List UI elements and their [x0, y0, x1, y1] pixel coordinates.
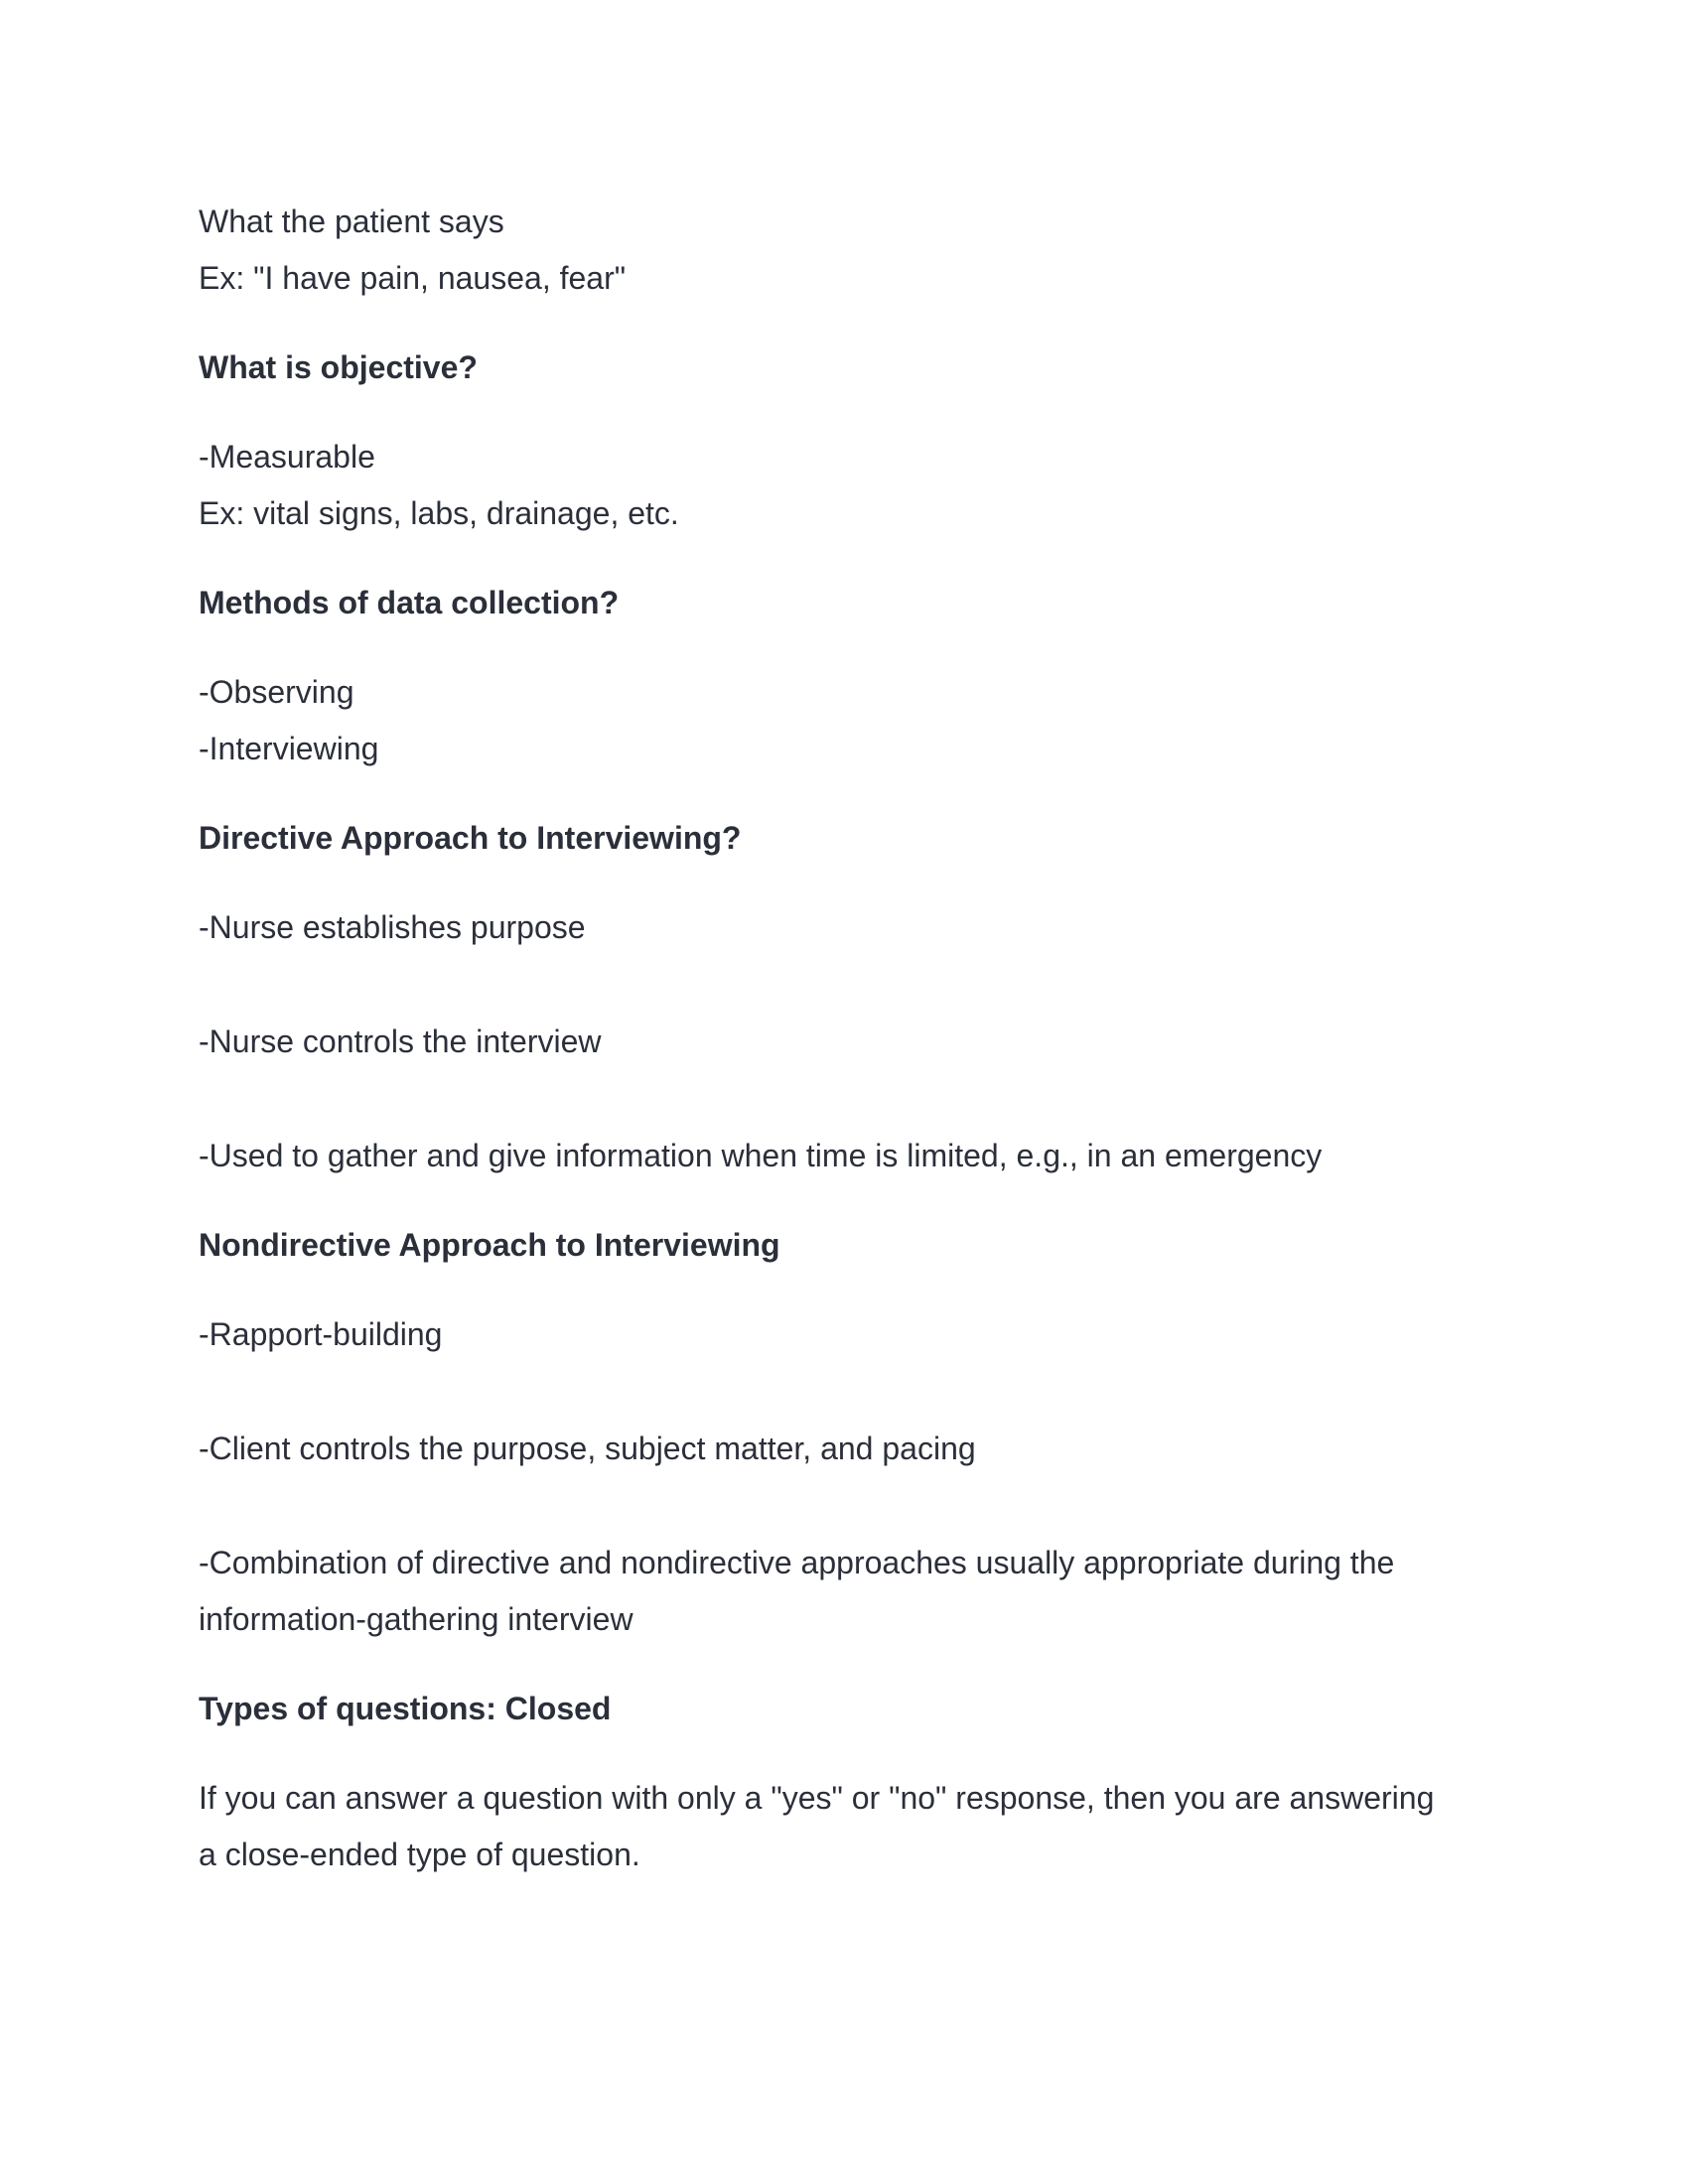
nondirective-heading: Nondirective Approach to Interviewing: [199, 1227, 780, 1263]
objective-example: Ex: vital signs, labs, drainage, etc.: [199, 495, 679, 531]
nondirective-item-control: -Client controls the purpose, subject matter, and pacing: [199, 1431, 976, 1466]
methods-observing: -Observing: [199, 674, 354, 710]
objective-heading: What is objective?: [199, 349, 478, 385]
methods-heading: Methods of data collection?: [199, 585, 620, 620]
methods-interviewing: -Interviewing: [199, 731, 379, 766]
directive-section: [199, 810, 1489, 1184]
nondirective-item-combination-1: -Combination of directive and nondirective approaches usually appropriate during the: [199, 1545, 1395, 1580]
objective-section: [199, 340, 1489, 542]
nondirective-item-rapport: -Rapport-building: [199, 1316, 443, 1352]
document-content: [199, 194, 1489, 1883]
objective-definition: -Measurable: [199, 439, 375, 475]
nondirective-section: [199, 1217, 1489, 1648]
methods-section: [199, 575, 1489, 777]
directive-item-usage: -Used to gather and give information when time is limited, e.g., in an emergency: [199, 1138, 1323, 1173]
closed-questions-text-2: a close-ended type of question.: [199, 1837, 640, 1872]
subjective-definition: What the patient says: [199, 204, 504, 239]
directive-item-control: -Nurse controls the interview: [199, 1024, 602, 1059]
closed-questions-section: [199, 1681, 1489, 1883]
closed-questions-text-1: If you can answer a question with only a "yes" or "no" response, then you are answering: [199, 1780, 1435, 1816]
subjective-example: Ex: "I have pain, nausea, fear": [199, 260, 627, 296]
directive-item-purpose: -Nurse establishes purpose: [199, 909, 586, 945]
nondirective-item-combination-2: information-gathering interview: [199, 1601, 633, 1637]
closed-questions-heading: Types of questions: Closed: [199, 1691, 612, 1726]
directive-heading: Directive Approach to Interviewing?: [199, 820, 742, 856]
subjective-section: [199, 194, 1489, 307]
